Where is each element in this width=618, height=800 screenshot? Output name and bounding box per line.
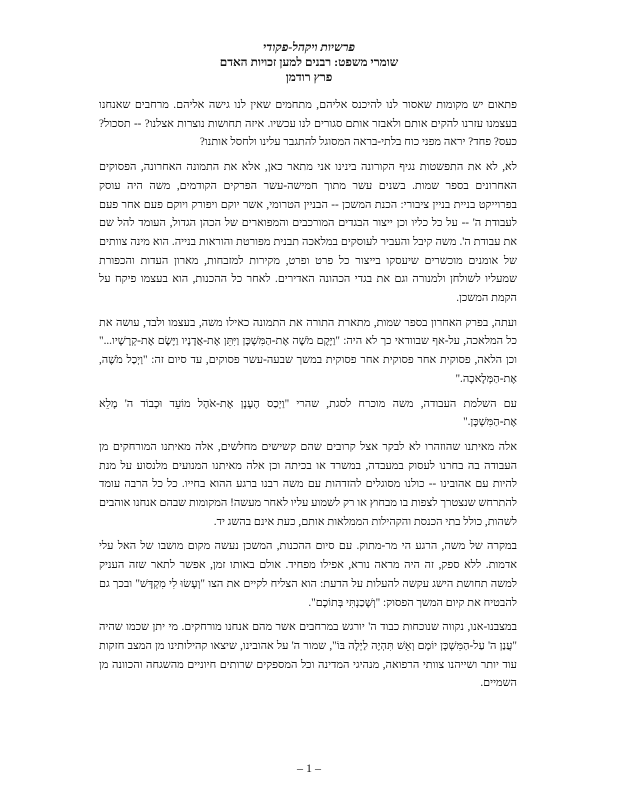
document-title: פרשיות ויקהל-פקודי xyxy=(263,40,355,54)
paragraph-7: במצבנו-אנו, נקווה שנוכחות כבוד ה' יורגש במרחבים אשר מהם אנחנו מורחקים. מי יתן שכמו שהיה "עֲנַן ה' עַל-הַמִּשְׁכָּן יוֹמָם וְאֵשׁ תִּהְיֶה לַיְלָה בּוֹ", שמור ה' על אהובינו, שיצאו קהילותינו מן המצב חזקות עוד יותר ושייהנו צוותי הרפואה, מנהיגי המדינה וכל המספקים שרותים חיוניים מהשגחה והכוונה מן השמיים. xyxy=(99,621,517,690)
paragraph-3: ועתה, בפרק האחרון בספר שמות, מתארת התורה את התמונה כאילו משה, בעצמו ולבד, עושה את כל המלאכה, על-אף שבוודאי כך לא היה: "וַיָּקֶם מֹשֶׁה אֶת-הַמִּשְׁכָּן וַיִּתֵּן אֶת-אֲדָנָיו וַיָּשֶׂם אֶת-קְרָשָׁיו..." וכן הלאה, פסוקית אחר פסוקית אחר פסוקית במשך שבעה-עשר פסוקים, עד סיום זה: "וַיְכַל מֹשֶׁה, אֶת-הַמְּלָאכָה." xyxy=(99,316,517,385)
paragraph-6: במקרה של משה, הרגע הי מר-מתוק. עם סיום ההכנות, המשכן נעשה מקום מושבו של האל עלי אדמות. ללא ספק, זה היה מראה נורא, אפילו מפחיד. אולם באותו זמן, אפשר לתאר שזה העניק למשה תחושת הישג עקשה להעלות על הדעת: הוא הצליח לקיים את הצו "וְעָשׂוּ לִי מִקְדָּשׁ" ובכך גם להבטיח את קיום המשך הפסוק: "וְשָׁכַנְתִּי בְּתוֹכָם". xyxy=(99,540,517,609)
document-body xyxy=(99,96,517,699)
document-subtitle: שומרי משפט: רבנים למען זכויות האדם xyxy=(219,55,399,69)
paragraph-5: אלה מאיתנו שהוזהרו לא לבקר אצל קרובים שהם קשישים מחלשים, אלה מאיתנו המורחקים מן העבודה בה בחרנו לעסוק במעבדה, במשרד או בכיתה וכן אלה מאיתנו המנועים מלנסוע על מנת להיות עם אהובינו -- כולנו מסוגלים להזדהות עם משה רבנו ברגע ההוא בחייו. כל כל הרבה עומד להתרחש שנצטרך לצפות בו מבחוץ או רק לשמוע עליו לאחר מעשה! המקומות שבהם אנחנו אוהבים לשהות, כולל בתי הכנסת והקהילות הממלאות אותם, כעת אינם בהשג יד. xyxy=(99,440,517,528)
document-author: פרץ רודמן xyxy=(285,70,333,84)
paragraph-1: פתאום יש מקומות שאסור לנו להיכנס אליהם, מתחמים שאין לנו גישה אליהם. מרחבים שאנחנו בעצמנו עזרנו להקים אותם ולאבזר אותם סגורים לנו עכשיו. איזה תחושות נוצרות אצלנו? -- תסכול? כעס? פחד? יראה מפני כוח בלתי-בראה המסוגל להתגבר עלינו ולחסל אותנו? xyxy=(99,99,517,149)
document-header xyxy=(0,40,618,85)
page-number: – 1 – xyxy=(297,761,321,775)
paragraph-4: עם השלמת העבודה, משה מוכרח לסגת, שהרי "וַיְכַס הֶעָנָן אֶת-אֹהֶל מוֹעֵד וּכְבוֹד ה' מָלֵא אֶת-הַמִּשְׁכָּן." xyxy=(99,397,517,429)
paragraph-2: לא, לא את התפשטות נגיף הקורונה בינינו אני מתאר כאן, אלא את התמונה האחרונה, הפסוקים האחרונים בספר שמות. בשנים עשר מתוך חמישה-עשר הפרקים הקודמים, משה היה עוסק בפרוייקט בניית בניין ציבורי: הכנת המשכן -- הבניין הטרומי, אשר יוקם ויפורק ויוקם פעם אחר פעם לעבודת ה' -- על כל כליו וכן ייצור הבגדים המורכבים והמפוארים של הכהן הגדול, העומד להל שם את עבודת ה'. משה קיבל והעביר לעוסקים במלאכה תבנית מפורטת והוראות בנייה. הוא מינה צוותים של אומנים מוכשרים שיעסקו בייצור כל פרט ופרט, מקירות למזבחות, מארון העדות והכפורת שמעליו לשולחן ולמנורה וגם את בגדי הכהונה האדירים. לאחר כל ההכנות, הוא בעצמו פיקח על הקמת המשכן. xyxy=(99,161,517,305)
